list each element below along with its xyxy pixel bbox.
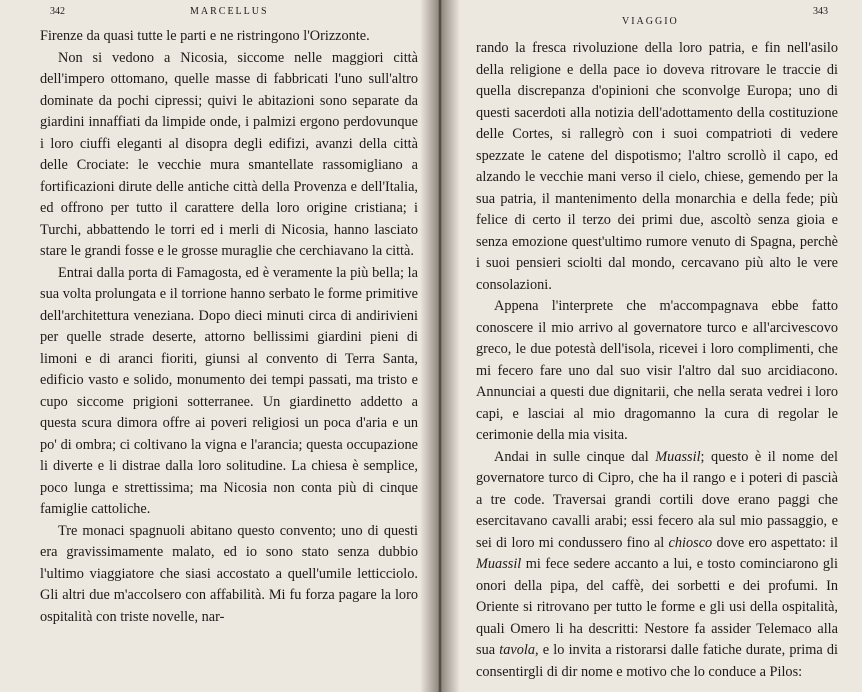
right-paragraph-1: rando la fresca rivoluzione della loro patria, e fin nell'asilo della religione e della pace io doveva ritrovare le traccie di quella discrepanza d'opinioni che sconvolge Europa; uno di questi sacerdoti alla notizia dell'adottamento della costituzione delle Cortes, si rallegrò con i suoi compatrioti di vedere spezzate le catene del dispotismo; l'altro scrollò il capo, ed alzando le vecchie mani verso il cielo, chiese, gemendo per la sua patria, il mantenimento della monarchia e della fede; più felice di certo il terzo dei primi due, ascoltò senza gioia e senza emozione quest'ultimo rumore venuto di Spagna, perchè i suoi pensieri sciolti dal mondo, cercavano più alto le vere consolazioni. [476,40,838,293]
p3-text-5: , e lo invita a ristorarsi dalle fatiche durate, prima di consentirgli di dir nome e motivo che lo conduce a Pilos: [476,642,838,680]
p3-text-4: mi fece sedere accanto a lui, e tosto cominciarono gli onori della pipa, del caffè, dei sorbetti e dei profumi. In Oriente si ritrovano per tutto le forme e gli usi della ospitalità, quali Omero li ha descritti: Nestore fa assider Telemaco alla sua [476,556,838,658]
left-page-text [40,26,418,628]
p3-text-3: dove ero aspettato: il [712,534,838,551]
right-running-head: VIAGGIO [622,16,679,27]
right-page-header [476,4,838,27]
p3-italic-muassil-2: Muassil [476,556,522,572]
p3-text-2: ; questo è il nome del governatore turco di Cipro, che ha il rango e i poteri di pascià a tre code. Traversai grandi cortili dove erano paggi che esercitavano cavalli arabi; essi fecero ala sul mio passaggio, e sei di loro mi condussero fino al [476,448,838,551]
left-paragraph-3: Entrai dalla porta di Famagosta, ed è veramente la più bella; la sua volta prolungata e il torrione hanno serbato le forme primitive dell'architettura veneziana. Dopo dieci minuti circa di andirivieni per quelle strade deserte, attorno bellissimi giardini pieni di limoni e di aranci fioriti, giunsi al convento di Terra Santa, edificio vasto e solido, monumento dei tempi passati, ma tristo e cupo siccome prigioni sotterranee. Un giardinetto addetto a questa scura dimora offre ai poveri religiosi un poca d'aria e un po' di ombra; ci coltivano la vigna e l'arancia; questa occupazione li diverte e li distrae dalla loro solitudine. La chiesa è semplice, poco lunga e strettissima; ma Nicosia non conta più di cinque famiglie cattoliche. [40,264,418,517]
left-paragraph-4: Tre monaci spagnuoli abitano questo convento; uno di questi era gravissimamente malato, ed io sono stato senza dubbio l'ultimo viaggiatore che siasi accostato a quell'umile letticciolo. Gli altri due m'accolsero con affabilità. Mi fu forza pagare la loro ospitalità con triste novelle, nar- [40,522,418,625]
p3-italic-tavola: tavola [499,642,535,658]
right-page-text [476,38,838,683]
p3-italic-muassil-1: Muassil [655,448,701,465]
right-paragraph-3 [476,447,838,684]
left-page-number: 342 [50,6,65,17]
left-paragraph-1: Firenze da quasi tutte le parti e ne ristringono l'Orizzonte. [40,28,370,44]
left-page-header [40,4,418,22]
left-paragraph-2: Non si vedono a Nicosia, siccome nelle maggiori città dell'impero ottomano, quelle masse di fabbricati l'uno sull'altro dominate da pochi cipressi; quivi le abitazioni sono separate da giardini innaffiati da limpide onde, i palmizi ergono perdovunque i loro ciuffi eleganti al disopra degli edifizi, avanzi della città delle Crociate: le vecchie mura smantellate rassomigliano a fortificazioni dirute delle antiche città della Provenza e dell'Italia, ed offrono per tutto il carattere della loro origine cristiana; i Turchi, abbattendo le torri ed i merli di Nicosia, hanno lasciato stare le grandi fosse e le grosse muraglie che cerchiavano la città. [40,49,418,259]
p3-italic-chiosco: chiosco [668,534,713,551]
right-paragraph-2: Appena l'interprete che m'accompagnava ebbe fatto conoscere il mio arrivo al governatore turco e all'arcivescovo greco, le due potestà dell'isola, ricevei i loro complimenti, che mi fecero fare uno dal suo visir l'altro dal suo arcidiacono. Annunciai a questi due dignitarii, che nella serata vedrei i loro capi, e lasciai al mio dragomanno la cura di regolar le cerimonie della mia visita. [476,298,838,443]
left-running-head: MARCELLUS [190,6,269,17]
p3-text-1: Andai in sulle cinque dal [494,448,656,465]
right-page [432,0,862,692]
right-page-number: 343 [813,6,828,17]
